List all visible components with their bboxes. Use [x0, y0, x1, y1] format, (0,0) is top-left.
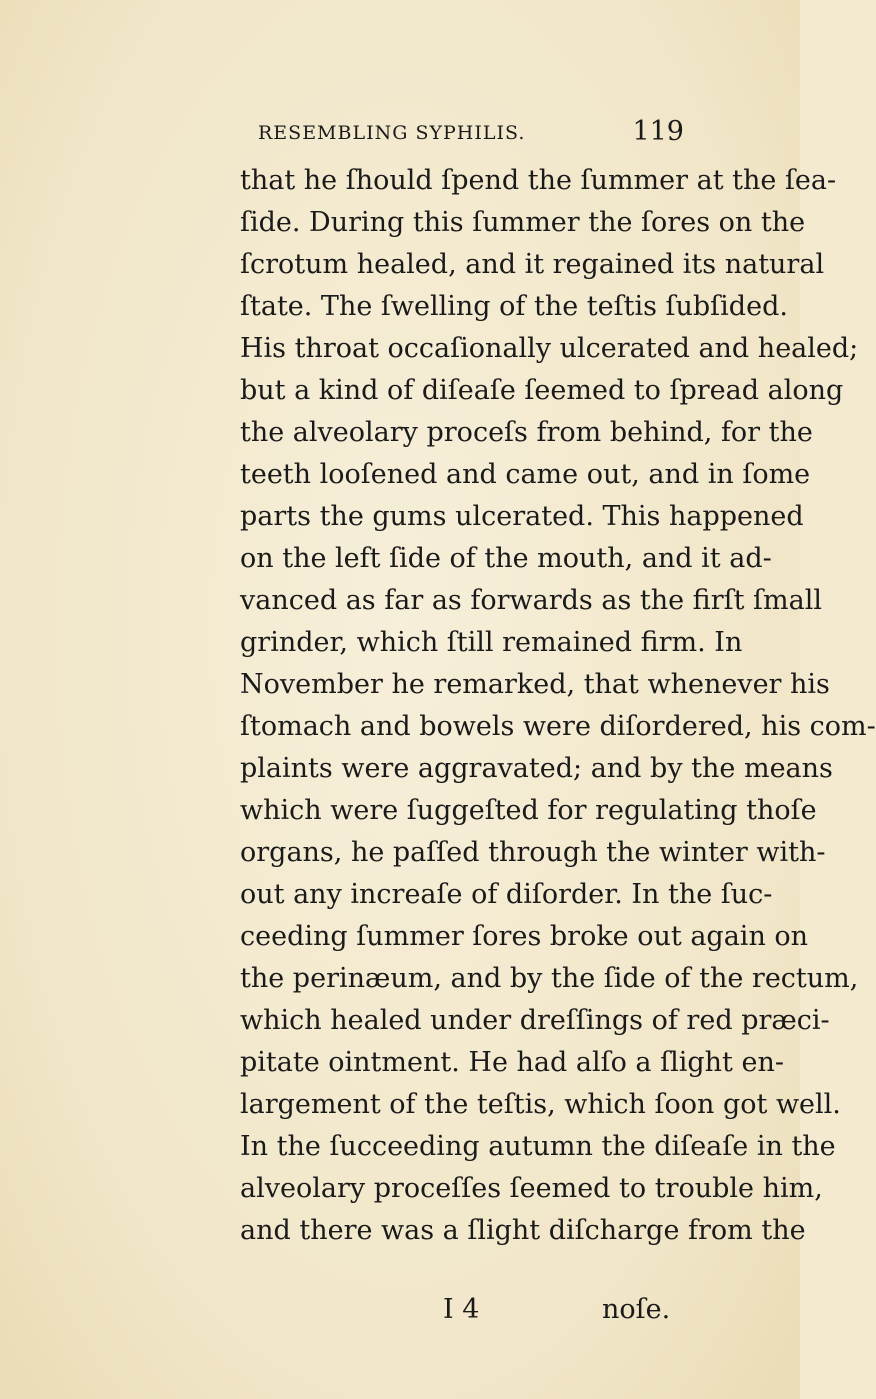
signature-mark: I 4 — [443, 1294, 480, 1325]
catchword: noſe. — [602, 1294, 671, 1325]
page-number: 119 — [632, 116, 684, 147]
text-line: parts the gums ulcerated. This happened — [240, 501, 804, 532]
text-line: and there was a ſlight diſcharge from the — [240, 1215, 806, 1246]
running-head — [258, 116, 684, 150]
text-line: grinder, which ſtill remained firm. In — [240, 627, 743, 658]
text-line: teeth looſened and came out, and in ſome — [240, 459, 811, 490]
text-line: ſide. During this ſummer the ſores on the — [240, 207, 806, 238]
text-line: November he remarked, that whenever his — [240, 669, 830, 700]
text-line: the perinæum, and by the ſide of the rectum, — [240, 963, 859, 994]
text-line: ſtomach and bowels were diſordered, his com- — [240, 711, 876, 742]
text-line: on the left ſide of the mouth, and it ad- — [240, 543, 772, 574]
text-line: which were ſuggeſted for regulating thoſe — [240, 795, 817, 826]
text-line: vanced as far as forwards as the firſt ſmall — [240, 585, 822, 616]
text-line: ſcrotum healed, and it regained its natural — [240, 249, 825, 280]
text-line: ceeding ſummer ſores broke out again on — [240, 921, 809, 952]
text-line: largement of the teſtis, which ſoon got well. — [240, 1089, 841, 1120]
text-line: out any increaſe of diſorder. In the ſuc- — [240, 879, 773, 910]
text-line: plaints were aggravated; and by the means — [240, 753, 833, 784]
text-line: His throat occaſionally ulcerated and healed; — [240, 333, 859, 364]
page-footer — [0, 1294, 800, 1330]
text-line: In the ſucceeding autumn the diſeaſe in the — [240, 1131, 836, 1162]
text-line: organs, he paſſed through the winter with- — [240, 837, 826, 868]
text-line: alveolary proceſſes ſeemed to trouble him, — [240, 1173, 823, 1204]
text-line: pitate ointment. He had alſo a ſlight en- — [240, 1047, 784, 1078]
text-line: ſtate. The ſwelling of the teſtis ſubſided. — [240, 291, 788, 322]
text-line: that he ſhould ſpend the ſummer at the ſea- — [240, 165, 837, 196]
text-line: which healed under dreſſings of red præci- — [240, 1005, 830, 1036]
text-line: the alveolary proceſs from behind, for the — [240, 417, 813, 448]
text-line: but a kind of diſeaſe ſeemed to ſpread along — [240, 375, 844, 406]
running-title: RESEMBLING SYPHILIS. — [258, 122, 526, 144]
